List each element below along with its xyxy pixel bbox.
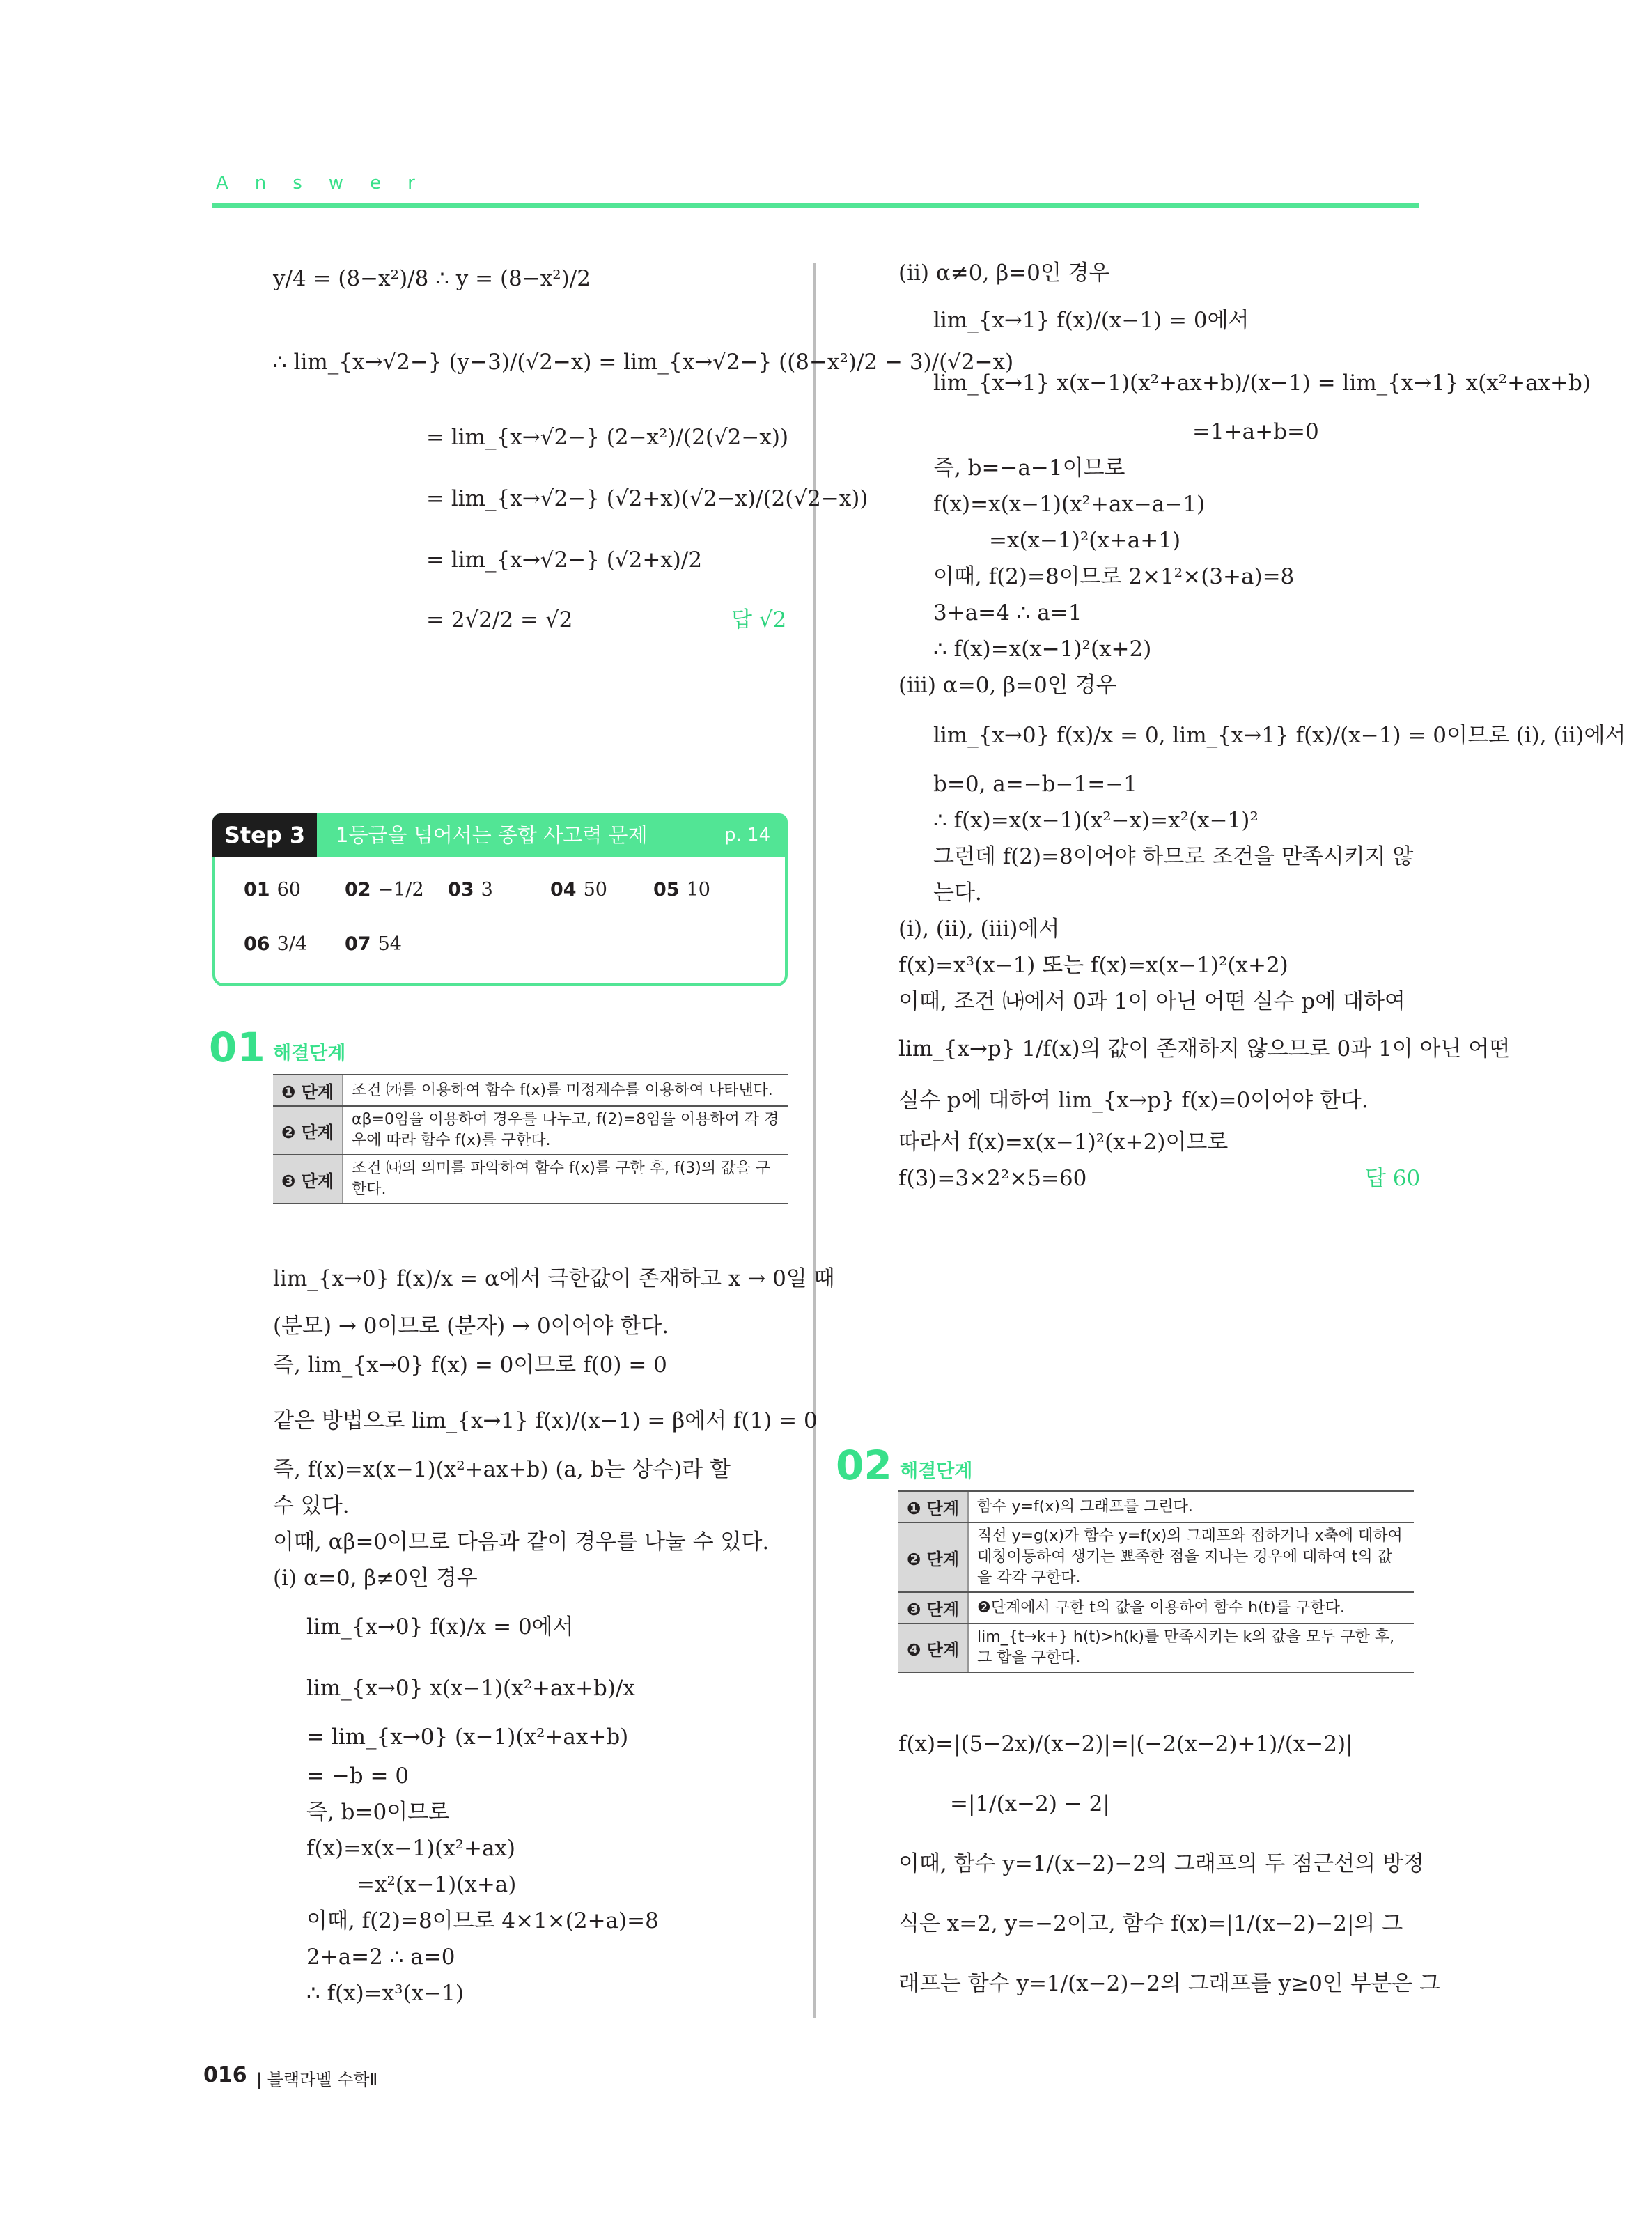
body-line: 이때, 조건 ㈏에서 0과 1이 아닌 어떤 실수 p에 대하여 <box>898 989 1405 1014</box>
body-line: lim_{x→p} 1/f(x)의 값이 존재하지 않으므로 0과 1이 아닌 어떤 <box>898 1036 1511 1061</box>
stage-row <box>898 1491 1414 1523</box>
answer-header-label: Answer <box>216 173 442 194</box>
step3-page: p. 14 <box>724 825 771 846</box>
derivation-line: ∴ lim_{x→√2−} (y−3)/(√2−x) = lim_{x→√2−} ((8−x²)/2 − 3)/(√2−x) <box>273 350 1014 375</box>
body-line: =1+a+b=0 <box>1192 419 1319 444</box>
body-line: f(x)=|(5−2x)/(x−2)|=|(−2(x−2)+1)/(x−2)| <box>898 1731 1353 1757</box>
section-title: 해결단계 <box>900 1461 973 1482</box>
body-line: 실수 p에 대하여 lim_{x→p} f(x)=0이어야 한다. <box>898 1088 1369 1113</box>
body-line: 즉, lim_{x→0} f(x) = 0이므로 f(0) = 0 <box>273 1353 667 1378</box>
body-line: lim_{x→1} f(x)/(x−1) = 0에서 <box>933 308 1249 333</box>
stage-text: 조건 ㈎를 이용하여 함수 f(x)를 미정계수를 이용하여 나타낸다. <box>343 1075 788 1106</box>
answer-item: 05 10 <box>653 879 710 901</box>
stage-row <box>273 1155 788 1204</box>
body-line: =x²(x−1)(x+a) <box>357 1872 517 1897</box>
solution-stage-table <box>273 1074 788 1204</box>
section-number: 02 <box>836 1442 892 1489</box>
body-line: =|1/(x−2) − 2| <box>950 1791 1110 1816</box>
page-number: 016 <box>203 2063 247 2087</box>
body-line: 는다. <box>933 880 982 905</box>
body-line: = −b = 0 <box>306 1763 410 1789</box>
body-line: 이때, f(2)=8이므로 4×1×(2+a)=8 <box>306 1908 659 1933</box>
body-line: 식은 x=2, y=−2이고, 함수 f(x)=|1/(x−2)−2|의 그 <box>898 1911 1403 1936</box>
body-line: = lim_{x→0} (x−1)(x²+ax+b) <box>306 1724 629 1750</box>
stage-text: 함수 y=f(x)의 그래프를 그린다. <box>968 1491 1414 1523</box>
answer-item: 03 3 <box>448 879 493 901</box>
stage-row <box>898 1592 1414 1623</box>
stage-label: ❹ 단계 <box>898 1623 968 1672</box>
stage-label: ❷ 단계 <box>273 1106 343 1155</box>
body-line: lim_{x→0} f(x)/x = 0, lim_{x→1} f(x)/(x−1) = 0이므로 (i), (ii)에서 <box>933 723 1626 748</box>
stage-text: 조건 ㈏의 의미를 파악하여 함수 f(x)를 구한 후, f(3)의 값을 구한다. <box>343 1155 788 1204</box>
section-number: 01 <box>209 1024 265 1071</box>
body-line: =x(x−1)²(x+a+1) <box>989 528 1181 553</box>
stage-row <box>898 1523 1414 1592</box>
body-line: 그런데 f(2)=8이어야 하므로 조건을 만족시키지 않 <box>933 844 1414 869</box>
answer-item: 04 50 <box>550 879 607 901</box>
derivation-line: = 2√2/2 = √2 <box>426 607 573 632</box>
column-divider <box>813 263 816 2018</box>
body-line: 즉, b=−a−1이므로 <box>933 455 1125 481</box>
body-line: 따라서 f(x)=x(x−1)²(x+2)이므로 <box>898 1130 1229 1155</box>
answer-item: 07 54 <box>345 933 402 955</box>
body-line: 즉, f(x)=x(x−1)(x²+ax+b) (a, b는 상수)라 할 <box>273 1457 731 1482</box>
body-line: f(3)=3×2²×5=60 <box>898 1166 1087 1191</box>
step3-tag: Step 3 <box>212 813 317 857</box>
body-line: 3+a=4 ∴ a=1 <box>933 600 1082 625</box>
stage-label: ❶ 단계 <box>273 1075 343 1106</box>
stage-text: αβ=0임을 이용하여 경우를 나누고, f(2)=8임을 이용하여 각 경우에 따라 함수 f(x)를 구한다. <box>343 1106 788 1155</box>
body-line: lim_{x→0} f(x)/x = 0에서 <box>306 1614 574 1640</box>
body-line: lim_{x→1} x(x−1)(x²+ax+b)/(x−1) = lim_{x→1} x(x²+ax+b) <box>933 371 1591 396</box>
body-line: (i), (ii), (iii)에서 <box>898 917 1060 942</box>
body-line: (i) α=0, β≠0인 경우 <box>273 1566 478 1591</box>
body-line: b=0, a=−b−1=−1 <box>933 772 1137 797</box>
answer-mark: 답 60 <box>1365 1166 1421 1191</box>
body-line: ∴ f(x)=x³(x−1) <box>306 1981 464 2006</box>
body-line: f(x)=x(x−1)(x²+ax−a−1) <box>933 492 1206 517</box>
answer-mark: 답 √2 <box>731 607 787 632</box>
section-title: 해결단계 <box>273 1043 346 1064</box>
derivation-line: = lim_{x→√2−} (2−x²)/(2(√2−x)) <box>426 425 789 450</box>
stage-label: ❷ 단계 <box>898 1523 968 1592</box>
header-rule <box>212 203 1419 208</box>
body-line: 같은 방법으로 lim_{x→1} f(x)/(x−1) = β에서 f(1) = 0 <box>273 1408 818 1433</box>
answer-item: 06 3/4 <box>244 933 308 955</box>
body-line: 수 있다. <box>273 1493 350 1518</box>
body-line: ∴ f(x)=x(x−1)²(x+2) <box>933 637 1152 662</box>
stage-row <box>898 1623 1414 1672</box>
derivation-line: = lim_{x→√2−} (√2+x)/2 <box>426 547 703 573</box>
body-line: 이때, αβ=0이므로 다음과 같이 경우를 나눌 수 있다. <box>273 1529 770 1555</box>
body-line: lim_{x→0} f(x)/x = α에서 극한값이 존재하고 x → 0일 때 <box>273 1266 835 1291</box>
body-line: 래프는 함수 y=1/(x−2)−2의 그래프를 y≥0인 부분은 그 <box>898 1971 1441 1996</box>
book-title: | 블랙라벨 수학Ⅱ <box>256 2070 378 2089</box>
body-line: 2+a=2 ∴ a=0 <box>306 1945 455 1970</box>
answer-item: 01 60 <box>244 879 301 901</box>
body-line: f(x)=x³(x−1) 또는 f(x)=x(x−1)²(x+2) <box>898 953 1288 978</box>
stage-text: lim_{t→k+} h(t)>h(k)를 만족시키는 k의 값을 모두 구한 후, 그 합을 구한다. <box>968 1623 1414 1672</box>
stage-label: ❸ 단계 <box>273 1155 343 1204</box>
stage-label: ❸ 단계 <box>898 1592 968 1623</box>
body-line: (ii) α≠0, β=0인 경우 <box>898 260 1110 286</box>
stage-text: 직선 y=g(x)가 함수 y=f(x)의 그래프와 접하거나 x축에 대하여 대칭이동하여 생기는 뾰족한 점을 지나는 경우에 대하여 t의 값을 각각 구한다. <box>968 1523 1414 1592</box>
body-line: 즉, b=0이므로 <box>306 1800 450 1825</box>
body-line: (iii) α=0, β=0인 경우 <box>898 673 1117 698</box>
stage-label: ❶ 단계 <box>898 1491 968 1523</box>
stage-text: ❷단계에서 구한 t의 값을 이용하여 함수 h(t)를 구한다. <box>968 1592 1414 1623</box>
stage-row <box>273 1075 788 1106</box>
body-line: 이때, f(2)=8이므로 2×1²×(3+a)=8 <box>933 564 1295 589</box>
derivation-line: = lim_{x→√2−} (√2+x)(√2−x)/(2(√2−x)) <box>426 486 868 511</box>
body-line: f(x)=x(x−1)(x²+ax) <box>306 1836 516 1861</box>
stage-row <box>273 1106 788 1155</box>
answer-item: 02 −1/2 <box>345 879 424 901</box>
step3-title: 1등급을 넘어서는 종합 사고력 문제 <box>336 823 648 847</box>
body-line: 이때, 함수 y=1/(x−2)−2의 그래프의 두 점근선의 방정 <box>898 1851 1424 1876</box>
body-line: ∴ f(x)=x(x−1)(x²−x)=x²(x−1)² <box>933 808 1259 833</box>
solution-stage-table <box>898 1490 1414 1673</box>
derivation-line: y/4 = (8−x²)/8 ∴ y = (8−x²)/2 <box>273 266 591 291</box>
body-line: (분모) → 0이므로 (분자) → 0이어야 한다. <box>273 1314 669 1339</box>
body-line: lim_{x→0} x(x−1)(x²+ax+b)/x <box>306 1676 635 1701</box>
